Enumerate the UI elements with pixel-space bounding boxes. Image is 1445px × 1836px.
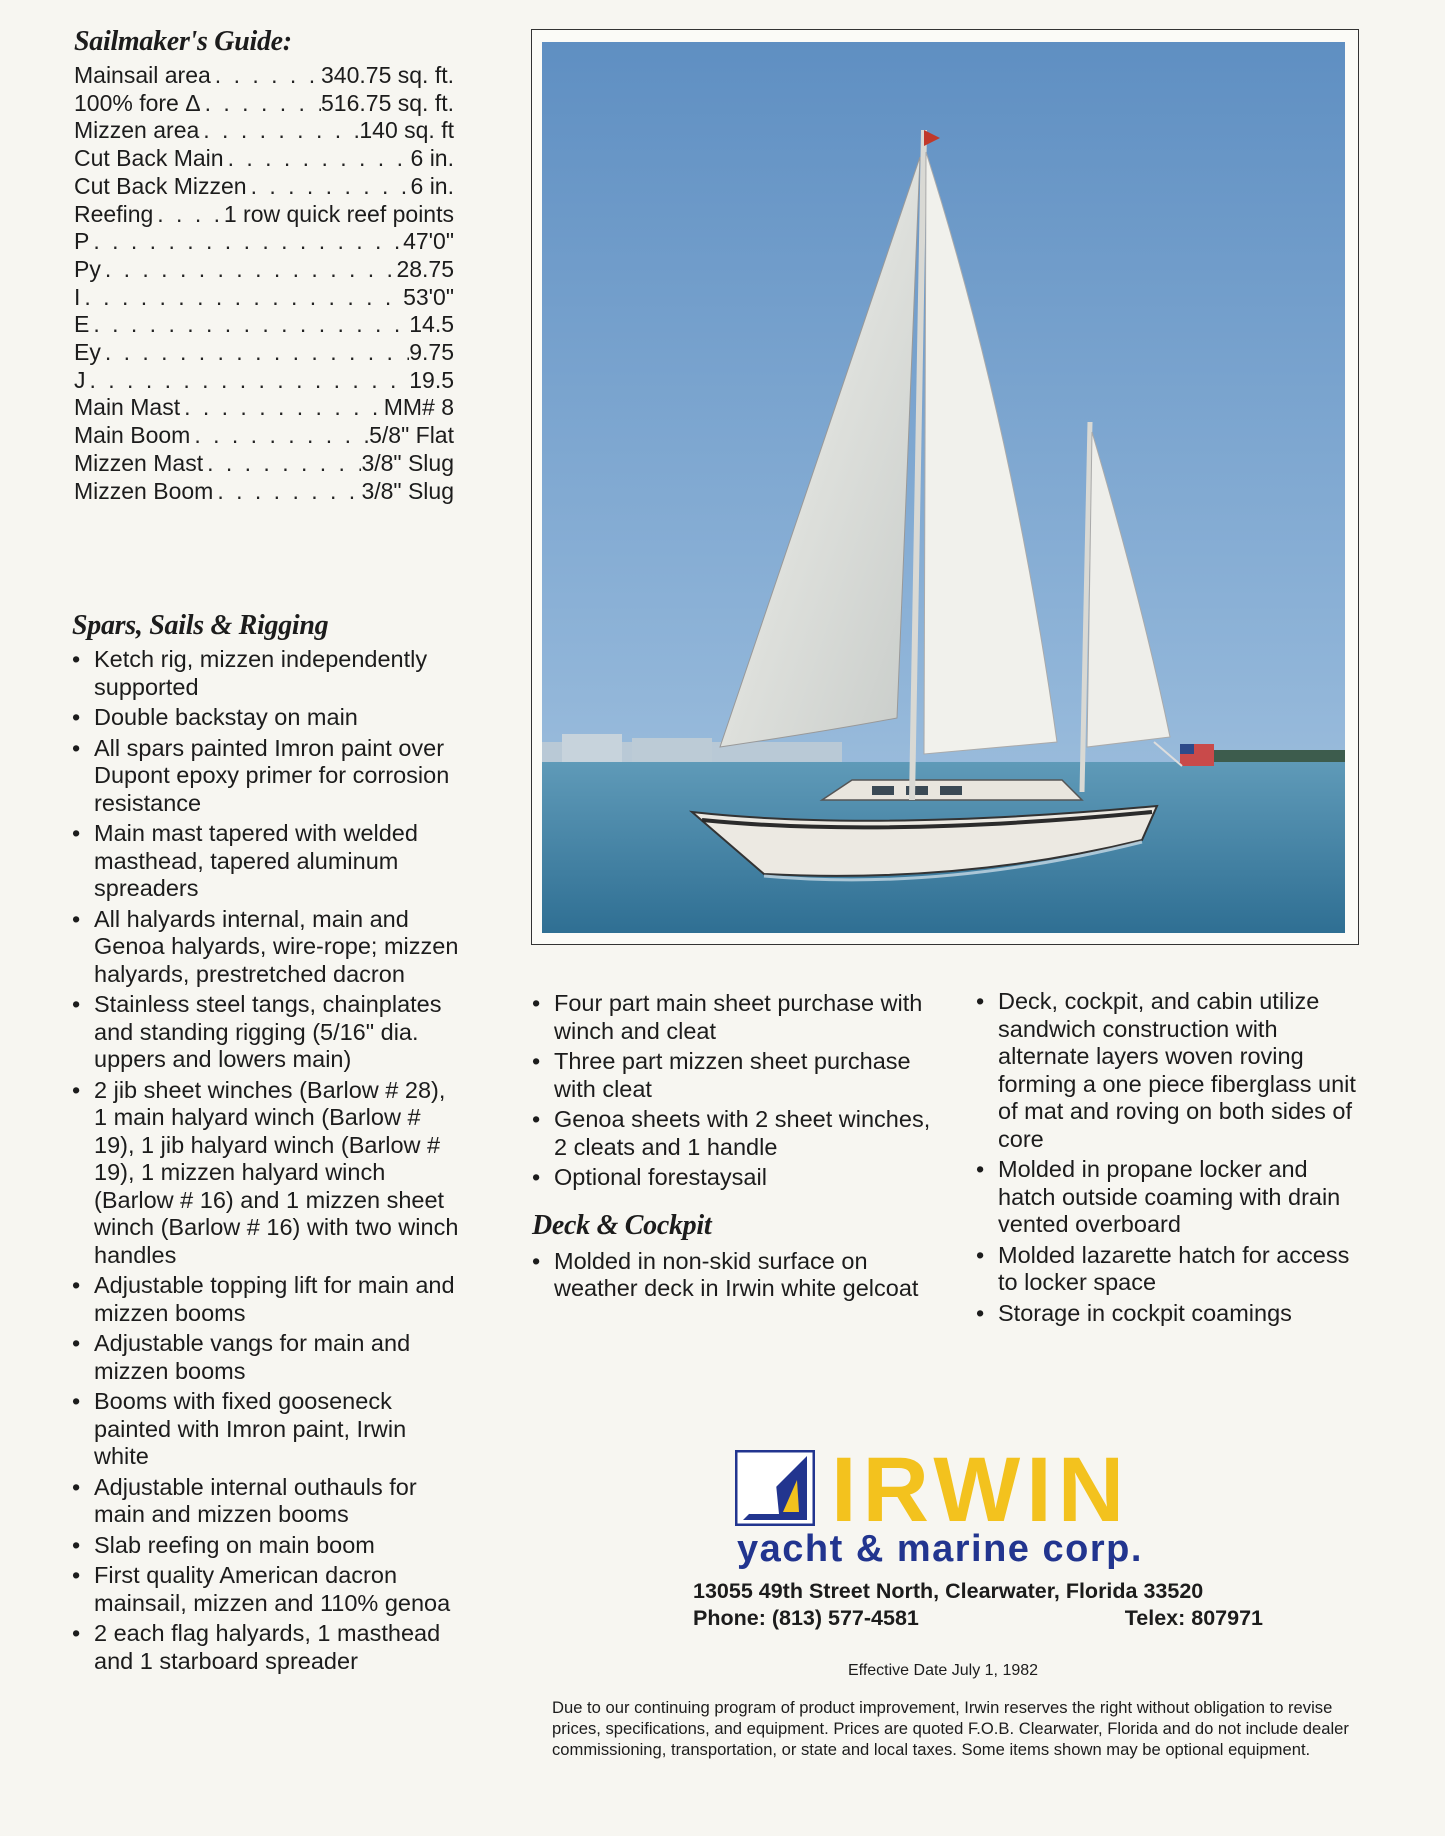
spec-label: Mizzen area [74, 117, 200, 144]
spars-item: • All halyards internal, main and Genoa halyards, wire-rope; mizzen halyards, prestretched dacron [72, 906, 462, 989]
deck-list [532, 1248, 932, 1303]
spec-row [74, 394, 454, 422]
phone-number: Phone: (813) 577-4581 [693, 1606, 919, 1630]
spec-row [74, 284, 454, 312]
mid-column [532, 990, 932, 1306]
spec-value: 14.5 [409, 311, 454, 338]
spec-row [74, 367, 454, 395]
spec-label: Mizzen Mast [74, 449, 204, 476]
spec-value: 28.75 [396, 255, 454, 282]
spec-value: 19.5 [409, 366, 454, 393]
spec-leader-dots [199, 117, 359, 145]
spec-row [74, 173, 454, 201]
spars-item: • Double backstay on main [72, 704, 462, 732]
deck-item: • Molded lazarette hatch for access to locker space [976, 1242, 1356, 1297]
right-list [976, 988, 1356, 1327]
sailmaker-guide [74, 26, 454, 505]
spec-label: Main Boom [74, 422, 191, 449]
spec-value: MM# 8 [383, 394, 454, 421]
deck-item: • Storage in cockpit coamings [976, 1300, 1356, 1328]
spars-item: • 2 jib sheet winches (Barlow # 28), 1 main halyard winch (Barlow # 19), 1 jib halyard winch (Barlow # 19), 1 mizzen halyard winch (Barlow # 16) and 1 mizzen sheet winch (Barlow # 16) with two winch handles [72, 1077, 462, 1270]
spec-row [74, 62, 454, 90]
spec-leader-dots [80, 284, 403, 312]
spec-label: Ey [74, 339, 101, 366]
telex-number: Telex: 807971 [1124, 1606, 1263, 1630]
sailboat-illustration [542, 42, 1345, 933]
spec-value: 9.75 [409, 339, 454, 366]
spec-label: Reefing [74, 200, 154, 227]
spars-item: • Adjustable internal outhauls for main and mizzen booms [72, 1474, 462, 1529]
sail-logo-icon [735, 1450, 815, 1526]
disclaimer: Due to our continuing program of product improvement, Irwin reserves the right without obligation to revise prices, specifications, and equipment. Prices are quoted F.O.B. Clearwater, Florida and do not include dealer commissioning, transportation, or state and local taxes. Some items shown may be optional equipment. [552, 1698, 1349, 1759]
spec-leader-dots [101, 339, 409, 367]
spec-leader-dots [190, 422, 369, 450]
sailmaker-heading: Sailmaker's Guide: [74, 26, 292, 57]
rigging-item: • Genoa sheets with 2 sheet winches, 2 cleats and 1 handle [532, 1106, 932, 1161]
spec-value: 53'0" [403, 283, 454, 310]
spec-label: P [74, 228, 90, 255]
address-block [693, 1578, 1263, 1632]
spec-label: Mizzen Boom [74, 477, 214, 504]
brand-name: IRWIN [831, 1439, 1131, 1541]
spec-leader-dots [101, 256, 397, 284]
deck-item: • Deck, cockpit, and cabin utilize sandwich construction with alternate layers woven roving forming a one piece fiberglass unit of mat and roving on both sides of core [976, 988, 1356, 1153]
irwin-logo [735, 1439, 1235, 1570]
spec-row [74, 117, 454, 145]
spars-item: • Stainless steel tangs, chainplates and standing rigging (5/16" dia. uppers and lowers main) [72, 991, 462, 1074]
spec-value: 47'0" [403, 228, 454, 255]
spec-value: 3/8" Slug [361, 477, 454, 504]
spec-row [74, 450, 454, 478]
spec-row [74, 311, 454, 339]
address-line: 13055 49th Street North, Clearwater, Florida 33520 [693, 1579, 1204, 1603]
spec-label: Py [74, 255, 101, 282]
spec-label: Mainsail area [74, 62, 211, 88]
spars-item: • Main mast tapered with welded masthead, tapered aluminum spreaders [72, 820, 462, 903]
brand-subtitle: yacht & marine corp. [737, 1528, 1143, 1570]
spec-row [74, 201, 454, 229]
rigging-item: • Optional forestaysail [532, 1164, 932, 1192]
spec-value: 5/8" Flat [369, 422, 454, 449]
spec-label: 100% fore Δ [74, 89, 201, 116]
spec-value: 140 sq. ft [359, 117, 454, 144]
spars-item: • Adjustable vangs for main and mizzen booms [72, 1330, 462, 1385]
spec-leader-dots [211, 62, 321, 90]
spec-row [74, 228, 454, 256]
deck-item: • Molded in non-skid surface on weather deck in Irwin white gelcoat [532, 1248, 932, 1303]
spars-item: • All spars painted Imron paint over Dupont epoxy primer for corrosion resistance [72, 735, 462, 818]
spec-leader-dots [201, 90, 321, 118]
spec-label: Cut Back Mizzen [74, 172, 247, 199]
spec-row [74, 339, 454, 367]
spars-item: • Slab reefing on main boom [72, 1532, 462, 1560]
spars-item: • Booms with fixed gooseneck painted with Imron paint, Irwin white [72, 1388, 462, 1471]
spars-item: • First quality American dacron mainsail, mizzen and 110% genoa [72, 1562, 462, 1617]
spec-leader-dots [86, 367, 410, 395]
rigging-item: • Three part mizzen sheet purchase with cleat [532, 1048, 932, 1103]
right-column [976, 988, 1356, 1330]
spec-value: 340.75 sq. ft. [321, 62, 454, 88]
deck-heading: Deck & Cockpit [532, 1209, 712, 1241]
spec-row [74, 256, 454, 284]
spec-label: Main Mast [74, 394, 181, 421]
spec-label: I [74, 283, 81, 310]
deck-item: • Molded in propane locker and hatch outside coaming with drain vented overboard [976, 1156, 1356, 1239]
rigging-item: • Four part main sheet purchase with winch and cleat [532, 990, 932, 1045]
spec-leader-dots [224, 145, 411, 173]
spec-row [74, 90, 454, 118]
spars-item: • Ketch rig, mizzen independently supported [72, 646, 462, 701]
mid-list [532, 990, 932, 1192]
spec-leader-dots [89, 228, 403, 256]
spec-row [74, 145, 454, 173]
spec-value: 516.75 sq. ft. [321, 89, 454, 116]
spec-label: J [74, 366, 86, 393]
spars-heading: Spars, Sails & Rigging [72, 610, 329, 641]
spec-value: 6 in. [410, 172, 454, 199]
spec-leader-dots [89, 311, 409, 339]
spec-leader-dots [180, 394, 384, 422]
spec-value: 1 row quick reef points [223, 200, 454, 227]
spec-label: E [74, 311, 90, 338]
spec-value: 6 in. [410, 145, 454, 172]
spec-value: 3/8" Slug [361, 449, 454, 476]
spars-list [72, 646, 462, 1675]
spars-item: • Adjustable topping lift for main and mizzen booms [72, 1272, 462, 1327]
spec-leader-dots [213, 478, 361, 506]
spec-leader-dots [203, 450, 361, 478]
spec-row [74, 478, 454, 506]
spec-leader-dots [153, 201, 224, 229]
sailboat-photo [531, 29, 1359, 945]
effective-date: Effective Date July 1, 1982 [848, 1662, 1039, 1679]
spec-list [74, 62, 454, 505]
spec-label: Cut Back Main [74, 145, 224, 172]
spec-row [74, 422, 454, 450]
spars-item: • 2 each flag halyards, 1 masthead and 1 starboard spreader [72, 1620, 462, 1675]
spars-section [72, 610, 462, 1678]
spec-leader-dots [247, 173, 411, 201]
